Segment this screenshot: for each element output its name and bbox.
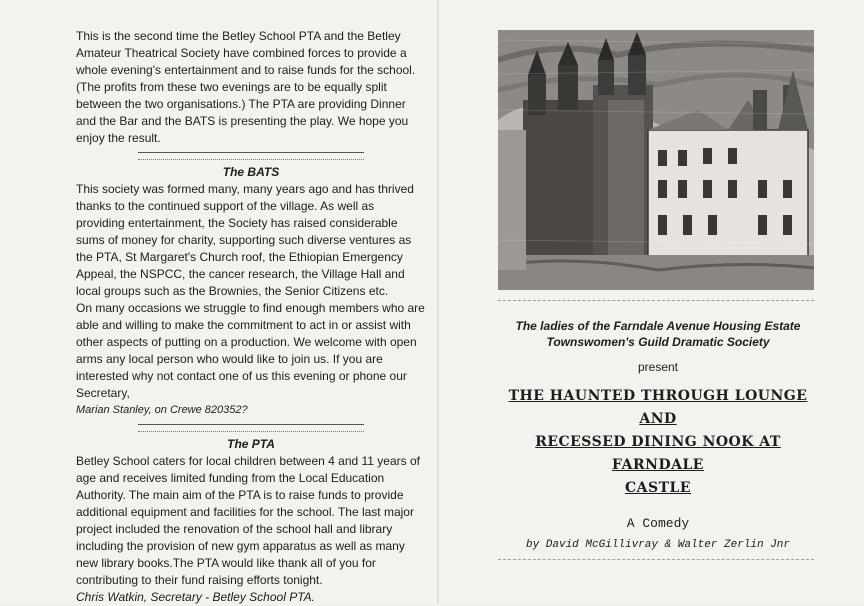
- bats-contact: Marian Stanley, on Crewe 820352?: [76, 404, 248, 416]
- dashed-rule: [498, 300, 814, 301]
- intro-paragraph: This is the second time the Betley School PTA and the Betley Amateur Theatrical Society have combined forces to provide a whole evening's entertainment and to raise funds for the school. (The profits from these two evenings are to be equally split between the two organisations.) The PTA are providing Dinner and the Bar and the BATS is presenting the play. We hope you enjoy the result.: [76, 29, 416, 145]
- society-name: [488, 318, 828, 350]
- bats-heading: The BATS: [222, 165, 280, 179]
- society-line-2: Townswomen's Guild Dramatic Society: [546, 335, 770, 349]
- dashed-rule-bottom: [498, 559, 814, 560]
- play-title: [488, 385, 828, 500]
- right-page: [488, 30, 828, 560]
- society-line-1: The ladies of the Farndale Avenue Housing Estate: [515, 319, 801, 333]
- castle-illustration: [498, 30, 814, 290]
- play-title-line-3: CASTLE: [624, 480, 692, 496]
- authors-line: by David McGillivray & Walter Zerlin Jnr: [525, 539, 791, 551]
- genre-label: A Comedy: [626, 516, 690, 531]
- pta-paragraph: Betley School caters for local children between 4 and 11 years of age and receives limited funding from the Local Education Authority. The main aim of the PTA is to raise funds to provide additional equipment and facilities for the school. The last major project included the renovation of the school hall and library including the provision of new gym apparatus as well as many new library books.The PTA would like thank all of you for contributing to their fund raising efforts tonight.: [76, 454, 420, 587]
- play-title-line-2: RECESSED DINING NOOK AT FARNDALE: [535, 434, 781, 473]
- pta-signature: Chris Watkin, Secretary - Betley School PTA.: [76, 590, 315, 604]
- left-page: [76, 28, 426, 606]
- page-fold: [437, 0, 439, 604]
- bats-paragraph-1: This society was formed many, many years ago and has thrived thanks to the continued support of the village. As well as providing entertainment, the Society has raised considerable sums of money for charity, supporting such diverse ventures as the PTA, St Margaret's Church roof, the Ethiopian Emergency Appeal, the NSPCC, the cancer research, the Village Hall and local groups such as the Brownies, the Senior Citizens etc.: [76, 182, 414, 298]
- pta-heading: The PTA: [227, 437, 275, 451]
- play-title-line-1: THE HAUNTED THROUGH LOUNGE AND: [508, 388, 808, 427]
- section-divider: [138, 424, 364, 432]
- section-divider: [138, 152, 364, 160]
- present-label: present: [637, 360, 679, 374]
- bats-paragraph-2: On many occasions we struggle to find enough members who are able and willing to make the commitment to act in or assist with other aspects of putting on a production. We welcome with open arms any local person who would like to join us. If you are interested why not contact one of us this evening or phone our Secretary,: [76, 301, 425, 400]
